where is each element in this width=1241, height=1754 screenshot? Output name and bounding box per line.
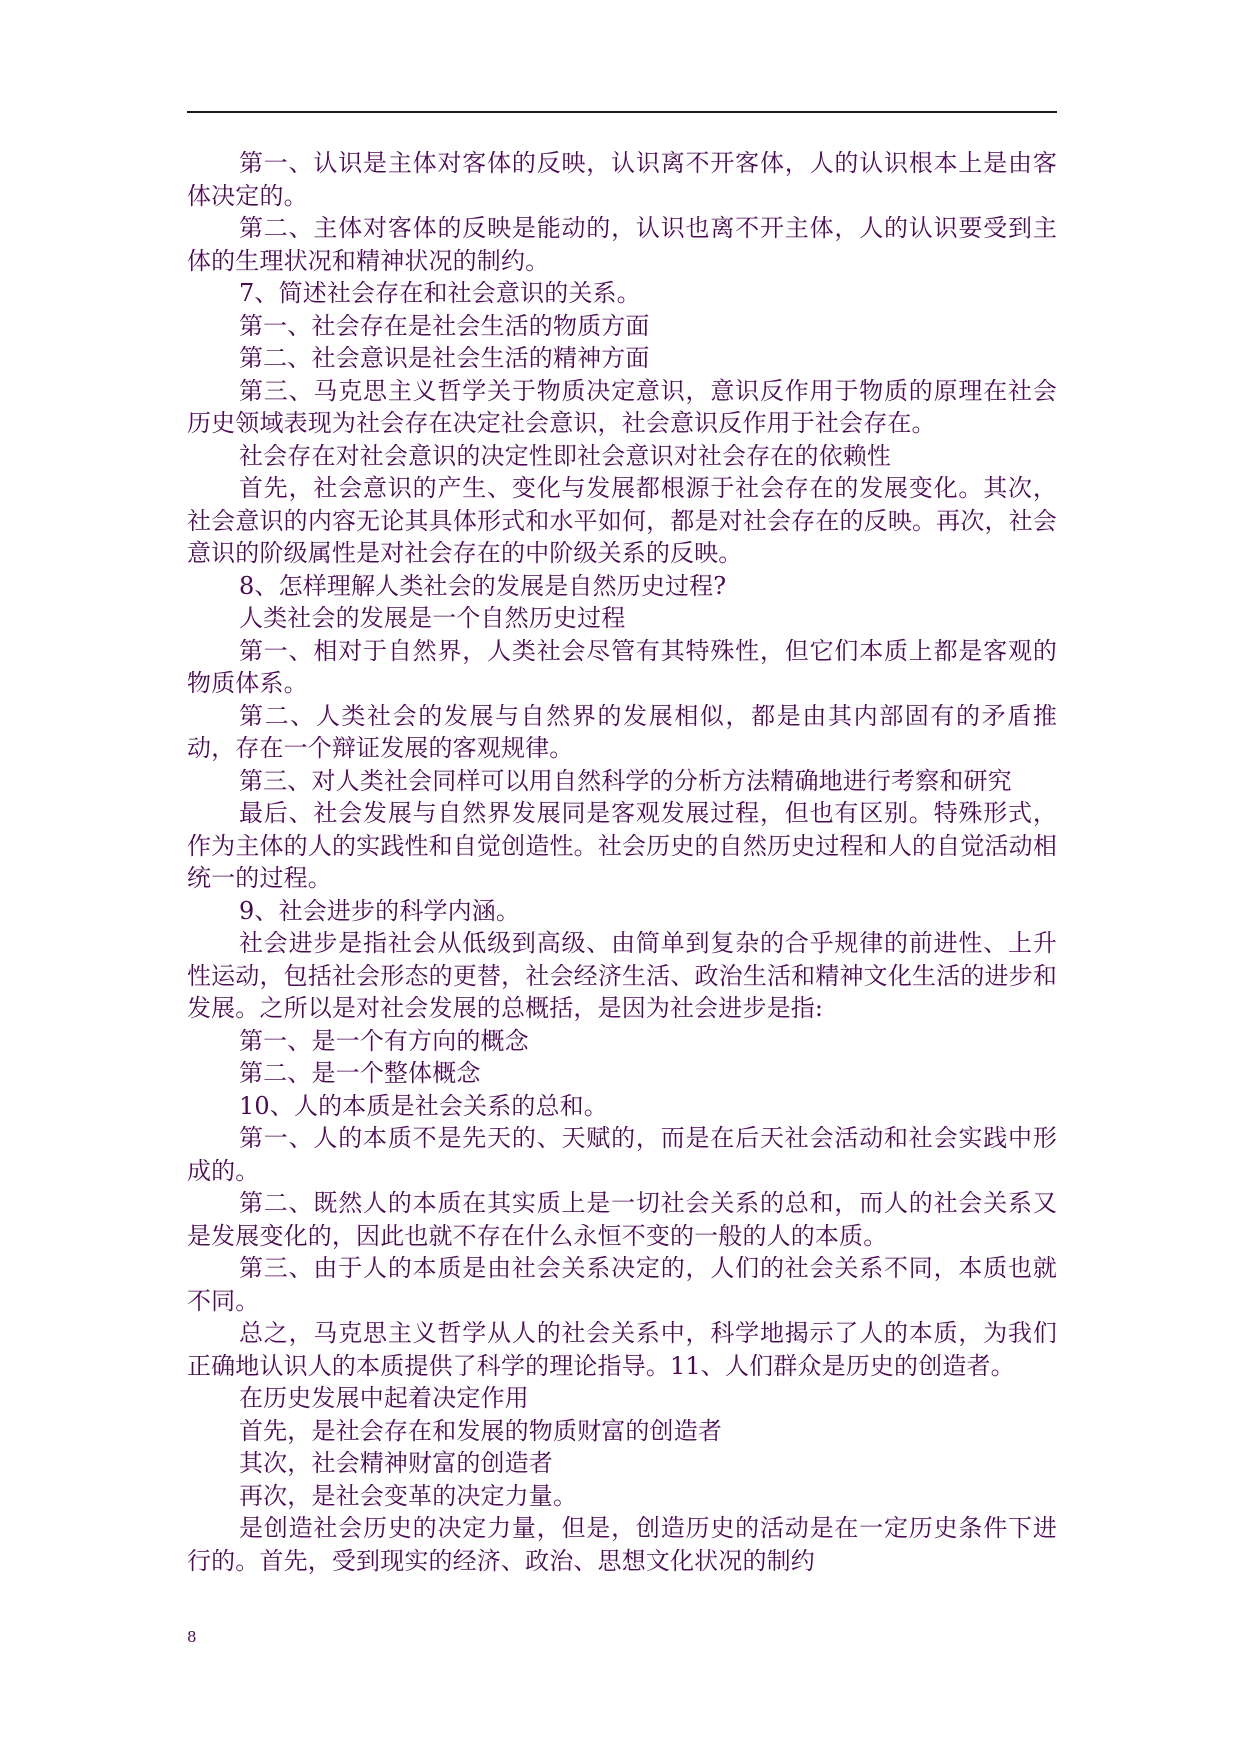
paragraph: 第二、是一个整体概念 (239, 1059, 481, 1087)
paragraph: 其次，社会精神财富的创造者 (239, 1449, 553, 1477)
paragraph: 首先，社会意识的产生、变化与发展都根源于社会存在的发展变化。其次，社会意识的内容无论其具体形式和水平如何，都是对社会存在的反映。再次，社会意识的阶级属性是对社会存在的中阶级关系的反映。 (187, 474, 1057, 567)
section-heading: 7、简述社会存在和社会意识的关系。 (239, 279, 641, 307)
paragraph: 在历史发展中起着决定作用 (239, 1384, 529, 1412)
paragraph: 第一、相对于自然界，人类社会尽管有其特殊性，但它们本质上都是客观的物质体系。 (187, 636, 1057, 697)
paragraph: 最后、社会发展与自然界发展同是客观发展过程，但也有区别。特殊形式，作为主体的人的实践性和自觉创造性。社会历史的自然历史过程和人的自觉活动相统一的过程。 (187, 799, 1057, 892)
paragraph: 第二、人类社会的发展与自然界的发展相似，都是由其内部固有的矛盾推动，存在一个辩证发展的客观规律。 (187, 701, 1057, 762)
paragraph: 第一、是一个有方向的概念 (239, 1026, 529, 1055)
section-heading: 9、社会进步的科学内涵。 (239, 896, 521, 925)
paragraph: 社会存在对社会意识的决定性即社会意识对社会存在的依赖性 (239, 441, 892, 470)
paragraph: 首先，是社会存在和发展的物质财富的创造者 (239, 1416, 722, 1445)
paragraph: 人类社会的发展是一个自然历史过程 (239, 604, 626, 632)
paragraph: 第二、社会意识是社会生活的精神方面 (239, 344, 650, 372)
paragraph: 第一、人的本质不是先天的、天赋的，而是在后天社会活动和社会实践中形成的。 (187, 1124, 1057, 1185)
header-rule (187, 111, 1057, 113)
page-number: 8 (187, 1628, 197, 1646)
paragraph: 总之，马克思主义哲学从人的社会关系中，科学地揭示了人的本质，为我们正确地认识人的本质提供了科学的理论指导。11、人们群众是历史的创造者。 (187, 1319, 1057, 1380)
paragraph: 第一、认识是主体对客体的反映，认识离不开客体，人的认识根本上是由客体决定的。 (187, 149, 1057, 210)
paragraph: 第一、社会存在是社会生活的物质方面 (239, 311, 650, 340)
section-heading: 10、人的本质是社会关系的总和。 (239, 1091, 608, 1120)
paragraph: 第三、对人类社会同样可以用自然科学的分析方法精确地进行考察和研究 (239, 766, 1012, 795)
section-heading: 8、怎样理解人类社会的发展是自然历史过程? (239, 571, 727, 600)
paragraph: 第三、马克思主义哲学关于物质决定意识，意识反作用于物质的原理在社会历史领域表现为社会存在决定社会意识，社会意识反作用于社会存在。 (187, 376, 1057, 437)
paragraph: 第二、既然人的本质在其实质上是一切社会关系的总和，而人的社会关系又是发展变化的，因此也就不存在什么永恒不变的一般的人的本质。 (187, 1189, 1057, 1250)
paragraph: 第三、由于人的本质是由社会关系决定的，人们的社会关系不同，本质也就不同。 (187, 1254, 1057, 1315)
paragraph: 是创造社会历史的决定力量，但是，创造历史的活动是在一定历史条件下进行的。首先，受到现实的经济、政治、思想文化状况的制约 (187, 1514, 1057, 1575)
paragraph: 社会进步是指社会从低级到高级、由简单到复杂的合乎规律的前进性、上升性运动，包括社会形态的更替，社会经济生活、政治生活和精神文化生活的进步和发展。之所以是对社会发展的总概括，是因为社会进步是指: (187, 929, 1057, 1022)
document-body (187, 147, 1057, 1577)
paragraph: 再次，是社会变革的决定力量。 (239, 1481, 578, 1510)
paragraph: 第二、主体对客体的反映是能动的，认识也离不开主体，人的认识要受到主体的生理状况和精神状况的制约。 (187, 214, 1057, 275)
